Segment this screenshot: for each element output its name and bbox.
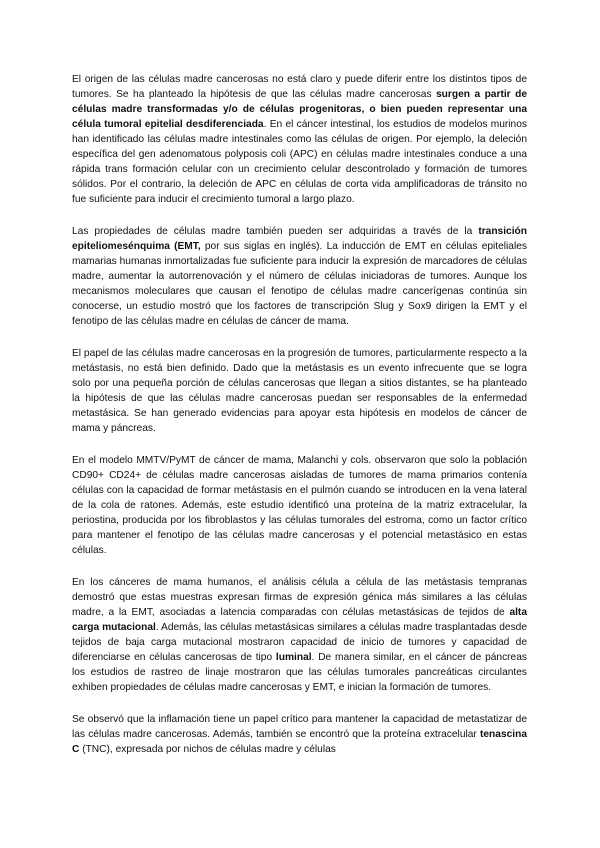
text-run-bold: surgen a partir de células madre transformadas y/o de células progenitoras, o bien pueden representar una célula tumoral epitelial desdiferenciada bbox=[72, 89, 527, 130]
text-run: . Además, las células metastásicas similares a células madre trasplantadas desde tejidos de baja carga mutacional mostraron capacidad de inicio de tumores y capacidad de diferenciarse en células cancerosas de tipo bbox=[72, 622, 527, 663]
text-run-bold: luminal bbox=[275, 652, 312, 663]
text-run: . De manera similar, en el cáncer de páncreas los estudios de rastreo de linaje mostraron que las células tumorales pancreáticas circulantes exhiben propiedades de células madre cancerosas y EMT, e inician la formación de tumores. bbox=[72, 652, 527, 693]
paragraph-emt bbox=[72, 224, 527, 329]
text-run-bold: alta carga mutacional bbox=[72, 607, 527, 633]
paragraph-mmtv-model bbox=[72, 453, 527, 558]
text-run: por sus siglas en inglés). La inducción de EMT en células epiteliales mamarias humanas inmortalizadas fue suficiente para inducir la expresión de marcadores de células madre, aumentar la autorrenovación y el número de células iniciadoras de tumores. Aunque los mecanismos moleculares que causan el fenotipo de células madre cancerígenas continúa sin conocerse, un estudio mostró que los factores de transcripción Slug y Sox9 dirigen la EMT y el fenotipo de las células madre en células de cáncer de mama. bbox=[72, 241, 527, 327]
text-run-bold: tenascina C bbox=[72, 729, 527, 755]
paragraph-metastasis-role bbox=[72, 346, 527, 436]
document-body bbox=[72, 72, 527, 774]
text-run: Las propiedades de células madre también pueden ser adquiridas a través de la bbox=[72, 226, 479, 237]
text-run: . En el cáncer intestinal, los estudios de modelos murinos han identificado las células madre intestinales como las células de origen. Por ejemplo, la deleción específica del gen adenomatous polyposis coli (APC) en células madre intestinales conduce a una rápida trans formación celular con un crecimiento celular descontrolado y formación de tumores sólidos. Por el contrario, la deleción de APC en células de corta vida amplificadoras de tránsito no fue suficiente para inducir el crecimiento tumoral a largo plazo. bbox=[72, 119, 527, 205]
paragraph-human-breast-cancer bbox=[72, 575, 527, 695]
text-run-bold: transición epiteliomesénquima (EMT, bbox=[72, 226, 527, 252]
text-run: En los cánceres de mama humanos, el análisis célula a célula de las metástasis tempranas demostró que estas muestras expresan firmas de expresión génica más similares a las células madre, a la EMT, asociadas a latencia comparadas con células metastásicas de tejidos de bbox=[72, 577, 527, 618]
text-run: El origen de las células madre cancerosas no está claro y puede diferir entre los distintos tipos de tumores. Se ha planteado la hipótesis de que las células madre cancerosas bbox=[72, 74, 527, 100]
text-run: Se observó que la inflamación tiene un papel crítico para mantener la capacidad de metastatizar de las células madre cancerosas. Además, también se encontró que la proteína extracelular bbox=[72, 714, 527, 740]
paragraph-inflammation bbox=[72, 712, 527, 757]
text-run: El papel de las células madre cancerosas en la progresión de tumores, particularmente respecto a la metástasis, no está bien definido. Dado que la metástasis es un evento infrecuente que se logra solo por una pequeña porción de células cancerosas que llegan a sitios distantes, se ha planteado la hipótesis de que las células madre cancerosas puedan ser responsables de la enfermedad metastásica. Se han generado evidencias para apoyar esta hipótesis en modelos de cáncer de mama y páncreas. bbox=[72, 348, 527, 434]
paragraph-origin bbox=[72, 72, 527, 207]
text-run: (TNC), expresada por nichos de células madre y células bbox=[79, 744, 336, 755]
text-run: En el modelo MMTV/PyMT de cáncer de mama, Malanchi y cols. observaron que solo la población CD90+ CD24+ de células madre cancerosas aisladas de tumores de mama primarios contenía células con la capacidad de formar metástasis en el pulmón cuando se introducen en la vena lateral de la cola de ratones. Además, este estudio identificó una proteína de la matriz extracelular, la periostina, producida por los fibroblastos y las células tumorales del estroma, como un factor crítico para mantener el fenotipo de las células madre cancerosas y el potencial metastásico en estas células. bbox=[72, 455, 527, 556]
